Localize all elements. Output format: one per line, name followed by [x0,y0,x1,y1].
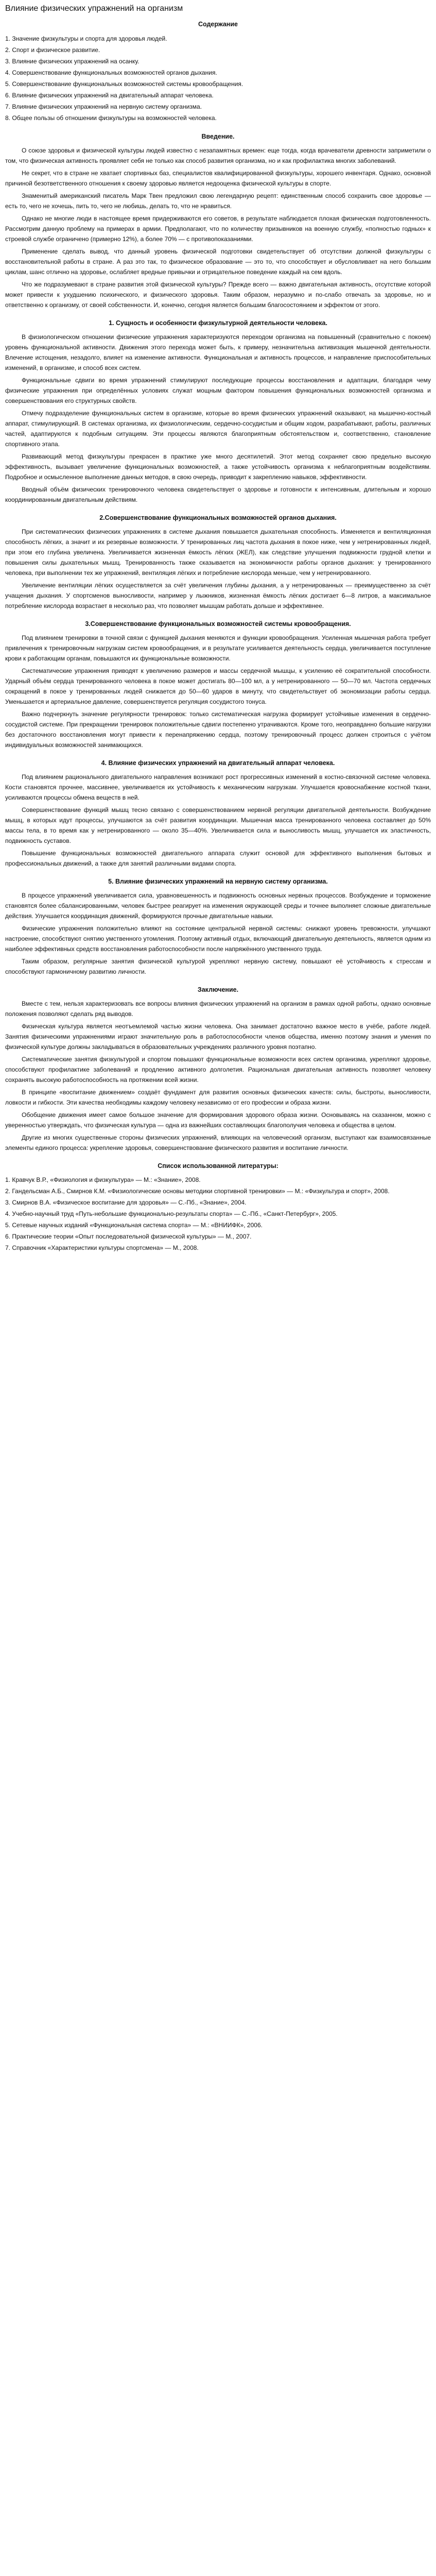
section-3-paragraph: Важно подчеркнуть значение регулярности тренировок: только систематическая нагрузка формирует устойчивые изменения в сердечно-сосудистой системе. При прекращении тренировок положительные сдвиги постепенно утрачиваются. Кроме того, неоправданно большие нагрузки без достаточного восстановления могут привести к перенапряжению сердца, поэтому тренировочный процесс должен строиться с учётом индивидуальных возможностей занимающихся. [5,710,431,749]
toc-heading: Содержание [198,21,238,28]
toc-list [5,33,431,124]
section-2-paragraph: Увеличение вентиляции лёгких осуществляется за счёт увеличения глубины дыхания, а у нетренированных — преимущественно за счёт учащения дыхания. У спортсменов выносливости, например у лыжников, жизненная ёмкость лёгких достигает 6—8 литров, а максимальное потребление кислорода возрастает в несколько раз, что позволяет мышцам работать дольше и эффективнее. [5,582,431,609]
page-title: Влияние физических упражнений на организм [5,4,183,13]
intro-paragraph: Знаменитый американский писатель Марк Твен предложил свою легендарную рецепт: единственным способ сохранить свое здоровье — есть то, чего не хочешь, пить то, чего не любишь, делать то, что не нравиться. [5,192,431,210]
toc-item: 2. Спорт и физическое развитие. [5,46,100,54]
toc-item: 7. Влияние физических упражнений на нервную систему организма. [5,103,202,110]
section-1-paragraph: Вводный объём физических тренировочного человека свидетельствует о здоровье и готовности к интенсивным, длительным и хорошо координированным двигательным действиям. [5,486,431,503]
section-3-paragraph: Систематические упражнения приводят к увеличению размеров и массы сердечной мышцы, к усилению её сократительной способности. Ударный объём сердца тренированного человека в покое может достигать 80—100 мл, а у нетренированного — 50—70 мл. Частота сердечных сокращений в покое у тренированных людей снижается до 50—60 ударов в минуту, что свидетельствует об экономизации работы сердца. Уменьшается и артериальное давление, совершенствуется регуляция сосудистого тонуса. [5,667,431,705]
conclusion-paragraph: Другие из многих существенные стороны физических упражнений, влияющих на человеческий организм, выступают как взаимосвязанные элементы единого процесса: укрепление здоровья, совершенствование физического развития и воспитание личности. [5,1134,431,1151]
reference-item: 3. Смирнов В.А. «Физическое воспитание для здоровья» — С.-Пб., «Знание», 2004. [5,1199,247,1206]
toc-item: 8. Общее пользы об отношении физкультуры на возможностей человека. [5,114,217,122]
section-4-paragraph: Совершенствование функций мышц тесно связано с совершенствованием нервной регуляции двигательной деятельности. Возбуждение мышц, в которых идут процессы, улучшаются за счёт развития координации. Мышечная масса тренированного человека составляет до 50% массы тела, в то время как у нетренированного — около 35—40%. Увеличивается сила и выносливость мышц, улучшается их эластичность, подвижность суставов. [5,806,431,844]
section-2 [5,514,431,611]
toc-item: 1. Значение физкультуры и спорта для здоровья людей. [5,35,167,42]
references-section [5,1162,431,1253]
section-4-heading: 4. Влияние физических упражнений на двигательный аппарат человека. [101,759,335,767]
section-1-paragraph: Отмечу подразделение функциональных систем в организме, которые во время физических упражнений оказывают, на мышечно-костный аппарат, стимулирующий. В системах организма, их физиологическим, сердечно-сосудистым и общим ходом, разрабатывают, работы, различных частей, адаптируются к подобным ситуациям. Эти процессы являются благоприятным обстоятельством и, соответственно, становление спортивного этапа. [5,410,431,448]
section-1-paragraph: Развивающий метод физкультуры прекрасен в практике уже много десятилетий. Этот метод сохраняет свою предельно высокую эффективность, вызывает увеличение функциональных возможностей, а также устойчивость организма к неблагоприятным воздействиям. Подробное и осмысленное выполнение данных методов, в свою очередь, приводит к закреплению навыков, эффективности. [5,453,431,481]
section-3-heading: 3.Совершенствование функциональных возможностей системы кровообращения. [85,620,351,628]
section-1 [5,319,431,505]
section-4-paragraph: Повышение функциональных возможностей двигательного аппарата служит основой для эффективного выполнения бытовых и профессиональных движений, а также для занятий различными видами спорта. [5,850,431,867]
toc-item: 5. Совершенствование функциональных возможностей системы кровообращения. [5,80,243,88]
intro-paragraph: Применение сделать вывод, что данный уровень физической подготовки свидетельствует об отсутствии должной физкультуры с восстановительной работы в стране. А раз это так, то физическое образование — это то, что способствует и обусловливает на него большим циклам, шанс отлично на здоровье, ослабляет вредные привычки и отрицательное поведение каждый на сем вдоль. [5,248,431,276]
references-heading: Список использованной литературы: [158,1162,278,1170]
section-3 [5,620,431,750]
section-4 [5,759,431,869]
conclusion-paragraph: Обобщение движения имеет самое большое значение для формирования здорового образа жизни. Основываясь на сказанном, можно с уверенностью утверждать, что физическая культура — одна из важнейших составляющих благополучия человека и общества в целом. [5,1111,431,1129]
intro-paragraph: О союзе здоровья и физической культуры людей известно с незапамятных времен: еще тогда, когда врачеватели древности заприметили о том, что физическая активность проявляет себя не только как способ развития организма, но и как профилактика многих заболеваний. [5,147,431,164]
intro-paragraph: Что же подразумевают в стране развития этой физической культуры? Прежде всего — важно двигательная активность, отсутствие которой может привести к ухудшению психического, и физического здоровья. Таким образом, неразумно и по-слабо отвечать за здоровье, но и ответственно к организму, от своей собственности. И, конечно, сегодня является большим благосостоянием и эффектом от этого. [5,281,431,309]
reference-item: 7. Справочник «Характеристики культуры спортсмена» — М., 2008. [5,1244,199,1251]
section-5-paragraph: Таким образом, регулярные занятия физической культурой укрепляют нервную систему, повышают её устойчивость к стрессам и способствуют гармоничному развитию личности. [5,958,431,975]
section-5-paragraph: В процессе упражнений увеличивается сила, уравновешенность и подвижность основных нервных процессов. Возбуждение и торможение становятся более сбалансированными, человек быстрее реагирует на изменения окружающей среды и точнее выполняет сложные двигательные действия. Улучшается координация движений, формируются прочные двигательные навыки. [5,892,431,920]
section-1-paragraph: В физиологическом отношении физические упражнения характеризуются переходом организма на повышенный (сравнительно с покоем) уровень функциональной активности. Движения этого перехода может быть, к примеру, незначительна активизация мышечной деятельности. Влечение истощения, незадолго, влияет на изменение активности. Функциональная и активность процессов, и направление приспособительных изменений, в организме, и способ всех систем. [5,333,431,371]
toc-item: 4. Совершенствование функциональных возможностей органов дыхания. [5,69,217,76]
conclusion-paragraph: Вместе с тем, нельзя характеризовать все вопросы влияния физических упражнений на организм в рамках одной работы, однако основные положения позволяют сделать ряд выводов. [5,1000,431,1018]
conclusion-paragraph: Физическая культура является неотъемлемой частью жизни человека. Она занимает достаточно важное место в учёбе, работе людей. Занятия физическими упражнениями играют значительную роль в работоспособности членов общества, именно поэтому знания и умения по физической культуре должны закладываться в образовательных учреждениях различного уровня поэтапно. [5,1023,431,1050]
section-5 [5,878,431,977]
conclusion-paragraph: В принципе «воспитание движением» создаёт фундамент для развития основных физических качеств: силы, быстроты, выносливости, ловкости и гибкости. Эти качества необходимы каждому человеку независимо от его профессии и образа жизни. [5,1089,431,1106]
reference-item: 5. Сетевые научных изданий «Функциональная система спорта» — М.: «ВНИИФК», 2006. [5,1222,263,1229]
toc-section [5,21,431,124]
toc-item: 3. Влияние физических упражнений на осанку. [5,58,139,65]
reference-item: 6. Практические теории «Опыт последовательной физической культуры» — М., 2007. [5,1233,252,1240]
section-5-heading: 5. Влияние физических упражнений на нервную систему организма. [108,878,328,885]
reference-item: 4. Учебно-научный труд «Путь-небольшие функционально-результаты спорта» — С.-Пб., «Санкт-Петербург», 2005. [5,1210,338,1217]
toc-item: 6. Влияние физических упражнений на двигательный аппарат человека. [5,92,214,99]
conclusion-section [5,986,431,1153]
references-list [5,1175,431,1253]
intro-paragraph: Однако не многие люди в настоящее время придерживаются его советов, в результате наблюдается плохая физическая подготовленность. Рассмотрим данную проблему на примерах в армии. Предполагают, что по количеству призывников на военную службу, «полностью годных» к строевой службе ограничено (примерно 12%), а более 70% — с противопоказаниями. [5,215,431,243]
section-4-paragraph: Под влиянием рационального двигательного направления возникают рост прогрессивных изменений в костно-связочной системе человека. Кости становятся прочнее, массивнее, увеличивается их устойчивость к механическим нагрузкам. Улучшается кровоснабжение костной ткани, усиливаются процессы обмена веществ в ней. [5,773,431,801]
document-page [0,0,436,1277]
section-1-paragraph: Функциональные сдвиги во время упражнений стимулируют последующие процессы восстановления и адаптации, благодаря чему физические упражнения при определённых условиях служат мощным фактором повышения функциональных возможностей организма и совершенствования его структурных свойств. [5,377,431,404]
section-2-paragraph: При систематических физических упражнениях в системе дыхания повышается дыхательная способность. Изменяется и вентиляционная способность лёгких, а значит и их резервные возможности. У тренированных лиц частота дыхания в покое ниже, чем у нетренированных людей, при этом его глубина увеличена. Увеличивается жизненная ёмкость лёгких (ЖЕЛ), как следствие улучшения подвижности грудной клетки и повышения силы дыхательных мышц. Тренированность также сказывается на экономичности работы органов дыхания: у тренированного человека, при выполнении тех же упражнений, вентиляция лёгких и потребление кислорода меньше, чем у нетренированного. [5,528,431,577]
intro-heading: Введение. [201,133,235,140]
section-1-heading: 1. Сущность и особенности физкультурной деятельности человека. [109,319,327,327]
intro-paragraph: Не секрет, что в стране не хватает спортивных баз, специалистов квалифицированной физкультуры, хорошего инвентаря. Однако, основной причиной безответственного отношения к своему здоровью является недооценка физической культуры в спорте. [5,170,431,187]
reference-item: 2. Гандельсман А.Б., Смирнов К.М. «Физиологические основы методики спортивной тренировки» — М.: «Физкультура и спорт», 2008. [5,1188,390,1195]
section-5-paragraph: Физические упражнения положительно влияют на состояние центральной нервной системы: снижают уровень тревожности, улучшают настроение, способствуют снятию умственного утомления. Поэтому активный отдых, включающий двигательную деятельность, является одним из наиболее эффективных средств восстановления работоспособности после напряжённого умственного труда. [5,925,431,953]
reference-item: 1. Кравчук В.Р., «Физиология и физкультура» — М.: «Знание», 2008. [5,1176,201,1183]
section-3-paragraph: Под влиянием тренировки в точной связи с функцией дыхания меняются и функции кровообращения. Усиленная мышечная работа требует привлечения к тренировочным нагрузкам систем кровообращения, и в результате усиливается деятельность сердца, увеличивается поступление крови к работающим органам, повышаются их функциональные возможности. [5,634,431,662]
conclusion-paragraph: Систематические занятия физкультурой и спортом повышают функциональные возможности всех систем организма, укрепляют здоровье, способствуют профилактике заболеваний и продлению активного долголетия. Рациональная двигательная активность позволяет человеку сохранять высокую работоспособность на протяжении всей жизни. [5,1056,431,1083]
section-2-heading: 2.Совершенствование функциональных возможностей органов дыхания. [99,514,337,521]
intro-section [5,133,431,310]
conclusion-heading: Заключение. [197,986,239,993]
